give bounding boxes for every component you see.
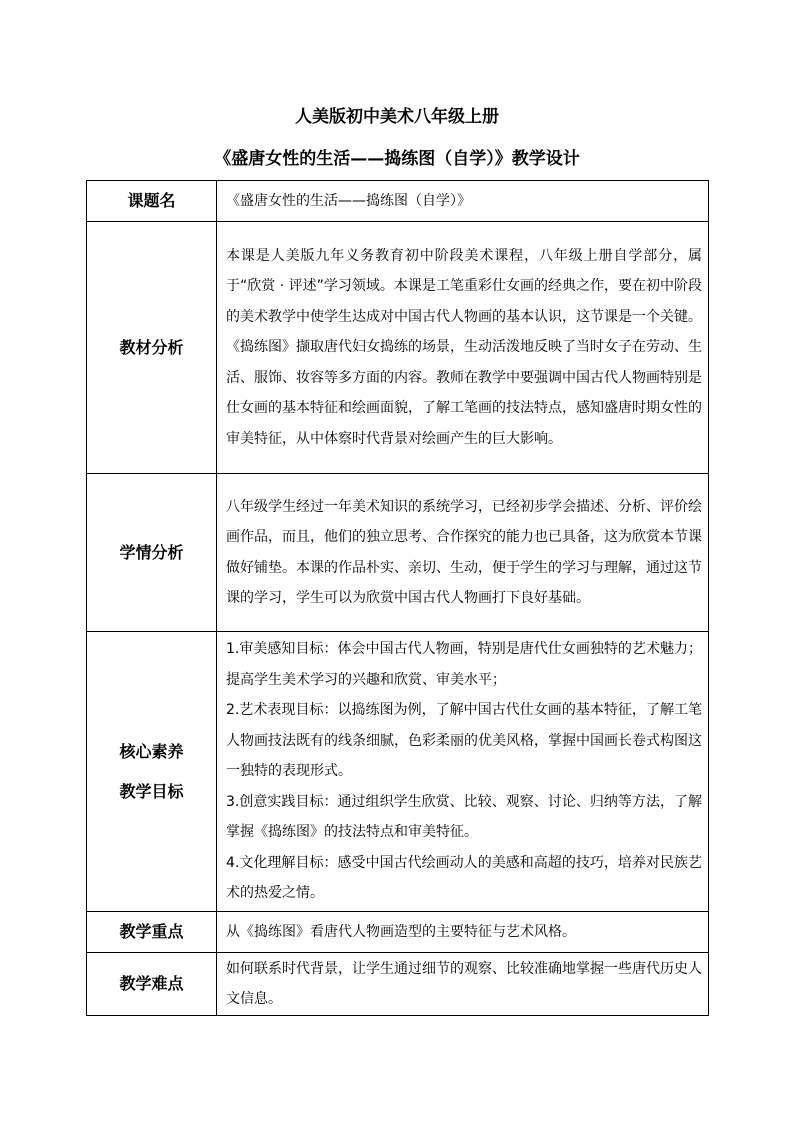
key-points-label: 教学重点 bbox=[87, 912, 217, 953]
student-analysis-text: 八年级学生经过一年美术知识的系统学习，已经初步学会描述、分析、评价绘画作品，而且，他们的独立思考、合作探究的能力也已具备，这为欣赏本节课做好铺垫。本课的作品朴实、亲切、生动，便于学生的学习与理解，通过这节课的学习，学生可以为欣赏中国古代人物画打下良好基础。 bbox=[226, 498, 702, 606]
table-row-material-analysis bbox=[87, 222, 709, 474]
topic-content: 《盛唐女性的生活——捣练图（自学）》 bbox=[217, 181, 709, 222]
difficulties-label: 教学难点 bbox=[87, 953, 217, 1016]
table-row-difficulties bbox=[87, 953, 709, 1016]
objectives-content bbox=[217, 632, 709, 912]
objective-item-culture: 4.文化理解目标：感受中国古代绘画动人的美感和高超的技巧，培养对民族艺术的热爱之情。 bbox=[226, 854, 702, 902]
table-row-key-points bbox=[87, 912, 709, 953]
table-row-student-analysis bbox=[87, 474, 709, 632]
material-analysis-content bbox=[217, 222, 709, 474]
document-subtitle: 《盛唐女性的生活——捣练图（自学）》教学设计 bbox=[214, 149, 580, 169]
material-analysis-label: 教材分析 bbox=[87, 222, 217, 474]
table-row-topic bbox=[87, 181, 709, 222]
objectives-label-line1: 核心素养 bbox=[119, 741, 184, 761]
objective-item-aesthetic: 1.审美感知目标：体会中国古代人物画，特别是唐代仕女画独特的艺术魅力；提高学生美术学习的兴趣和欣赏、审美水平； bbox=[226, 641, 702, 688]
document-title: 人美版初中美术八年级上册 bbox=[295, 107, 499, 127]
objectives-label-line2: 教学目标 bbox=[119, 781, 184, 801]
key-points-content: 从《捣练图》看唐代人物画造型的主要特征与艺术风格。 bbox=[217, 912, 709, 953]
lesson-plan-table bbox=[86, 180, 709, 1016]
table-row-objectives bbox=[87, 632, 709, 912]
objectives-label bbox=[87, 632, 217, 912]
objective-item-expression: 2.艺术表现目标：以捣练图为例，了解中国古代仕女画的基本特征，了解工笔人物画技法既有的线条细腻，色彩柔丽的优美风格，掌握中国画长卷式构图这一独特的表现形式。 bbox=[226, 702, 702, 780]
difficulties-text: 如何联系时代背景，让学生通过细节的观察、比较准确地掌握一些唐代历史人文信息。 bbox=[226, 960, 702, 1007]
objective-item-practice: 3.创意实践目标：通过组织学生欣赏、比较、观察、讨论、归纳等方法，了解掌握《捣练图》的技法特点和审美特征。 bbox=[226, 793, 702, 841]
topic-label: 课题名 bbox=[87, 181, 217, 222]
difficulties-content bbox=[217, 953, 709, 1016]
student-analysis-label: 学情分析 bbox=[87, 474, 217, 632]
student-analysis-content bbox=[217, 474, 709, 632]
material-analysis-text: 本课是人美版九年义务教育初中阶段美术课程，八年级上册自学部分，属于“欣赏 · 评述”学习领域。本课是工笔重彩仕女画的经典之作，要在初中阶段的美术教学中使学生达成对中国古代人物画的基本认识，这节课是一个关键。《捣练图》撷取唐代妇女捣练的场景，生动活泼地反映了当时女子在劳动、生活、服饰、妆容等多方面的内容。教师在教学中要强调中国古代人物画特别是仕女画的基本特征和绘画面貌，了解工笔画的技法特点，感知盛唐时期女性的审美特征，从中体察时代背景对绘画产生的巨大影响。 bbox=[226, 247, 702, 447]
